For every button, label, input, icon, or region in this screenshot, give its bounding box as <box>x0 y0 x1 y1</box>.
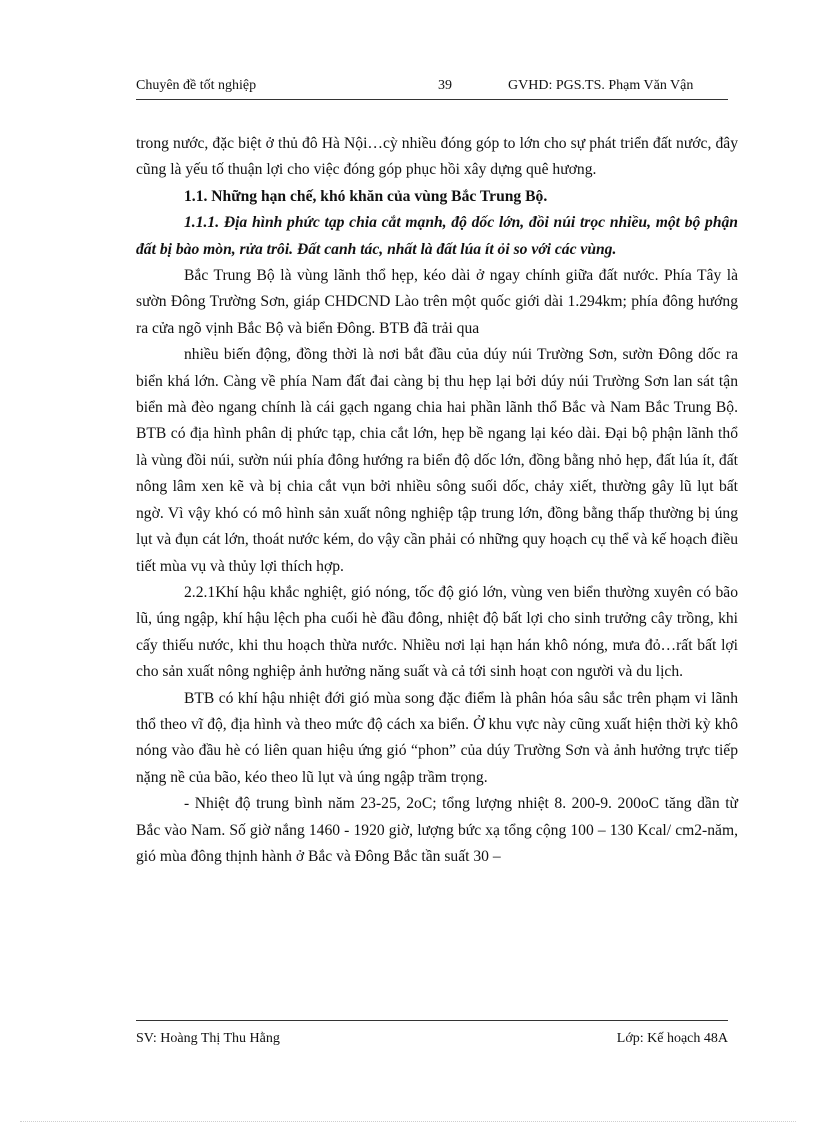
page-body <box>136 131 738 870</box>
section-heading: 1.1. Những hạn chế, khó khăn của vùng Bắc Trung Bộ. <box>184 187 548 205</box>
header-advisor: GVHD: PGS.TS. Phạm Văn Vận <box>508 78 694 93</box>
header-rule <box>136 99 728 100</box>
paragraph: 2.2.1Khí hậu khắc nghiệt, gió nóng, tốc độ gió lớn, vùng ven biển thường xuyên có bão lũ, úng ngập, khí hậu lệch pha cuối hè đầu đông, nhiệt độ bất lợi cho sinh trưởng cây trồng, khi cấy thiếu nước, khi thu hoạch thừa nước. Nhiều nơi lại hạn hán khô nóng, mưa đỏ…rất bất lợi cho sản xuất nông nghiệp ảnh hưởng năng suất và cả tới sinh hoạt con người và du lịch. <box>136 583 738 681</box>
paragraph: Bắc Trung Bộ là vùng lãnh thổ hẹp, kéo dài ở ngay chính giữa đất nước. Phía Tây là sườn Đông Trường Sơn, giáp CHDCND Lào trên một quốc giới dài 1.294km; phía đông hướng ra cửa ngõ vịnh Bắc Bộ và biển Đông. BTB đã trải qua <box>136 267 738 337</box>
paragraph: - Nhiệt độ trung bình năm 23-25, 2oC; tổng lượng nhiệt 8. 200-9. 200oC tăng dần từ Bắc vào Nam. Số giờ nắng 1460 - 1920 giờ, lượng bức xạ tổng cộng 100 – 130 Kcal/ cm2-năm, gió mùa đông thịnh hành ở Bắc và Đông Bắc tần suất 30 – <box>136 795 738 865</box>
page-bottom-dotted-line <box>20 1121 796 1122</box>
paragraph: trong nước, đặc biệt ở thủ đô Hà Nội…cỳ nhiều đóng góp to lớn cho sự phát triển đất nước, đây cũng là yếu tố thuận lợi cho việc đóng góp phục hồi xây dựng quê hương. <box>136 135 738 179</box>
page-number: 39 <box>438 78 452 93</box>
page-footer <box>136 1030 728 1049</box>
footer-student: SV: Hoàng Thị Thu Hằng <box>136 1031 280 1046</box>
footer-class: Lớp: Kế hoạch 48A <box>616 1031 728 1046</box>
paragraph: BTB có khí hậu nhiệt đới gió mùa song đặc điểm là phân hóa sâu sắc trên phạm vi lãnh thổ theo vĩ độ, địa hình và theo mức độ cách xa biển. Ở khu vực này cũng xuất hiện thời kỳ khô nóng vào đầu hè có liên quan hiệu ứng gió “phon” của dúy Trường Sơn và ảnh hưởng trực tiếp nặng nề của bão, kéo theo lũ lụt và úng ngập trầm trọng. <box>136 689 738 786</box>
header-course: Chuyên đề tốt nghiệp <box>136 78 257 93</box>
page-header <box>136 77 728 96</box>
paragraph: nhiều biến động, đồng thời là nơi bắt đầu của dúy núi Trường Sơn, sườn Đông dốc ra biển khá lớn. Càng về phía Nam đất đai càng bị thu hẹp lại bởi dúy núi Trường Sơn lan sát tận biển mà đèo ngang chính là cái gạch ngang chia hai phần lãnh thổ Bắc và Nam Bắc Trung Bộ. BTB có địa hình phân dị phức tạp, chia cắt lớn, hẹp bề ngang lại kéo dài. Đại bộ phận lãnh thổ là vùng đồi núi, sườn núi phía đông hướng ra biển độ dốc lớn, đồng bằng nhỏ hẹp, đất lúa ít, đất nông lâm xen kẽ và bị chia cắt vụn bởi nhiều sông suối dốc, chảy xiết, thường gây lũ lụt bất ngờ. Vì vậy khó có mô hình sản xuất nông nghiệp tập trung lớn, đồng bằng thấp thường bị úng lụt và đụn cát lớn, thoát nước kém, do vậy cần phải có những quy hoạch cụ thể và kế hoạch điều tiết mùa vụ và thủy lợi thích hợp. <box>136 346 738 575</box>
subsection-heading: 1.1.1. Địa hình phức tạp chia cắt mạnh, độ dốc lớn, đồi núi trọc nhiều, một bộ phận đất bị bào mòn, rửa trôi. Đất canh tác, nhất là đất lúa ít ỏi so với các vùng. <box>136 214 738 258</box>
footer-rule <box>136 1020 728 1021</box>
